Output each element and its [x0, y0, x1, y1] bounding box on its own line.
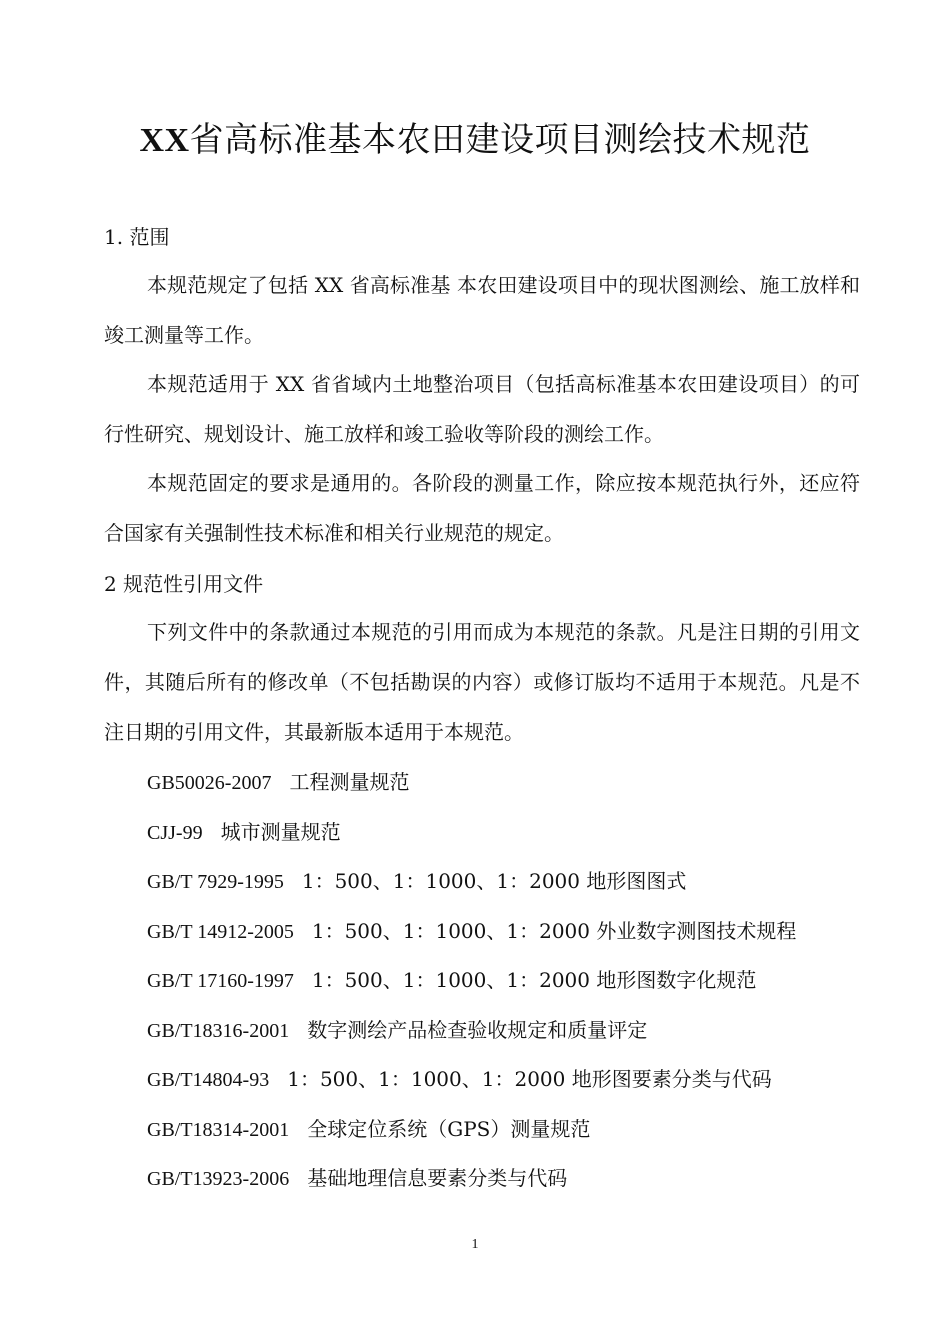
reference-name: 城市测量规范	[220, 820, 341, 844]
reference-code: GB/T 7929-1995	[147, 871, 284, 893]
reference-name: 工程测量规范	[289, 770, 410, 794]
reference-code: GB50026-2007	[147, 772, 272, 794]
reference-item	[147, 816, 341, 849]
reference-item	[147, 1162, 567, 1195]
reference-code: GB/T14804-93	[147, 1069, 270, 1091]
section-heading-scope: 1. 范围	[104, 225, 170, 249]
reference-code: CJJ-99	[147, 822, 203, 844]
reference-code: GB/T18314-2001	[147, 1119, 290, 1141]
reference-item	[147, 865, 686, 898]
title-prefix: XX	[139, 122, 190, 159]
reference-item	[147, 915, 796, 948]
title-text: 省高标准基本农田建设项目测绘技术规范	[189, 120, 811, 160]
reference-item	[147, 1014, 647, 1047]
paragraph-scope-2: 本规范适用于 XX 省省域内土地整治项目（包括高标准基本农田建设项目）的可行性研究、规划设计、施工放样和竣工验收等阶段的测绘工作。	[104, 372, 860, 446]
reference-item	[147, 766, 409, 799]
reference-code: GB/T18316-2001	[147, 1020, 290, 1042]
reference-item	[147, 964, 756, 997]
reference-name: 数字测绘产品检查验收规定和质量评定	[307, 1018, 648, 1042]
section-heading-references: 2 规范性引用文件	[104, 572, 264, 596]
reference-name: 1：500、1：1000、1：2000 地形图数字化规范	[311, 968, 757, 992]
reference-item	[147, 1113, 590, 1146]
reference-name: 全球定位系统（GPS）测量规范	[307, 1117, 591, 1141]
document-title	[0, 116, 950, 165]
reference-name: 1：500、1：1000、1：2000 外业数字测图技术规程	[311, 919, 797, 943]
reference-code: GB/T13923-2006	[147, 1168, 290, 1190]
reference-code: GB/T 14912-2005	[147, 921, 294, 943]
reference-code: GB/T 17160-1997	[147, 970, 294, 992]
paragraph-scope-1: 本规范规定了包括 XX 省高标准基 本农田建设项目中的现状图测绘、施工放样和竣工测量等工作。	[104, 273, 860, 347]
paragraph-references-intro: 下列文件中的条款通过本规范的引用而成为本规范的条款。凡是注日期的引用文件，其随后所有的修改单（不包括勘误的内容）或修订版均不适用于本规范。凡是不注日期的引用文件，其最新版本适用于本规范。	[104, 620, 860, 744]
reference-name: 1：500、1：1000、1：2000 地形图要素分类与代码	[287, 1067, 772, 1091]
reference-name: 1：500、1：1000、1：2000 地形图图式	[301, 869, 687, 893]
reference-name: 基础地理信息要素分类与代码	[307, 1166, 568, 1190]
page-number: 1	[471, 1237, 479, 1252]
reference-item	[147, 1063, 772, 1096]
paragraph-scope-3: 本规范固定的要求是通用的。各阶段的测量工作，除应按本规范执行外，还应符合国家有关强制性技术标准和相关行业规范的规定。	[104, 471, 860, 545]
